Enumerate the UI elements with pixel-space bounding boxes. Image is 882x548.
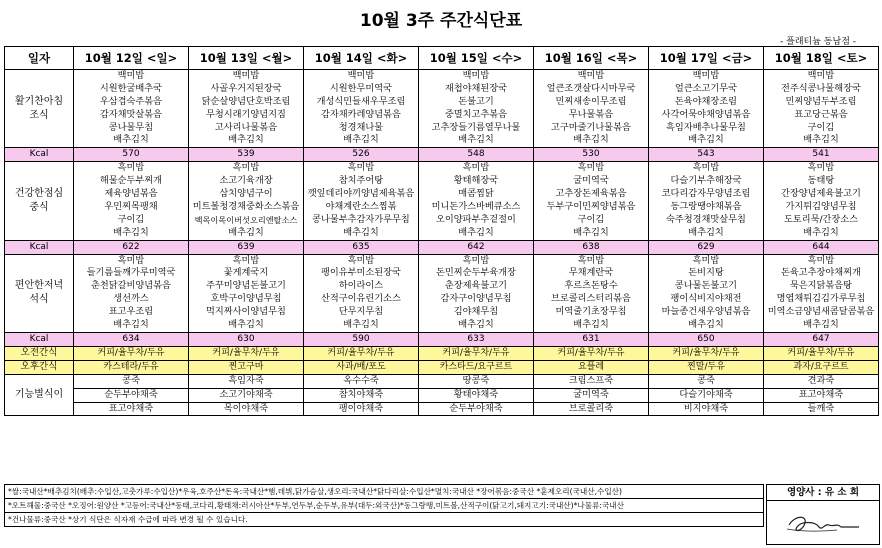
kcal-value: 543 xyxy=(649,148,764,162)
meal-label xyxy=(5,70,74,148)
menu-item: 주꾸미양념돈불고기 xyxy=(206,280,286,292)
menu-item: 배추김치 xyxy=(228,318,264,330)
meal-row xyxy=(5,162,879,240)
kcal-value: 570 xyxy=(74,148,189,162)
snack-item: 커피/율무차/두유 xyxy=(534,346,649,360)
branch-name: - 플래티늄 동남점 - xyxy=(780,37,856,47)
menu-item: 흑미밥 xyxy=(232,162,260,174)
meal-label-line: 석식 xyxy=(29,294,49,306)
kcal-row xyxy=(5,240,879,254)
menu-item: 꽃게계국지 xyxy=(223,267,269,279)
menu-item: 춘천닭갈비양념볶음 xyxy=(91,280,171,292)
kcal-value: 630 xyxy=(189,332,304,346)
menu-item: 흑미밥 xyxy=(577,162,605,174)
kcal-value: 634 xyxy=(74,332,189,346)
menu-item: 배추김치 xyxy=(458,226,494,238)
menu-item: 미역줄기초장무침 xyxy=(555,306,627,318)
menu-item: 브로콜리스터리볶음 xyxy=(551,293,631,305)
special-diet-row xyxy=(5,374,879,388)
menu-item: 동태탕 xyxy=(807,175,835,187)
snack-item: 카스타드/요구르트 xyxy=(419,360,534,374)
day-header: 10월 17일 <금> xyxy=(649,47,764,70)
menu-item: 사골우거지된장국 xyxy=(210,82,282,94)
menu-item: 미트볼청경채중화소스볶음 xyxy=(192,200,300,212)
special-diet-item: 굴미역죽 xyxy=(534,388,649,402)
special-diet-item: 콩죽 xyxy=(74,374,189,388)
meal-row xyxy=(5,254,879,332)
meal-cell xyxy=(764,254,879,332)
menu-item: 묵은지닭볶음탕 xyxy=(789,280,853,292)
menu-item: 삼치양념구이 xyxy=(219,188,273,200)
meal-label-line: 편안한저녁 xyxy=(14,280,64,292)
menu-item: 백미밥 xyxy=(347,70,375,81)
menu-item: 돈민찌순두부육개장 xyxy=(436,267,516,279)
special-diet-item: 참치야채죽 xyxy=(304,388,419,402)
special-diet-item: 땅콩죽 xyxy=(419,374,534,388)
meal-cell xyxy=(649,162,764,240)
menu-item: 흑미밥 xyxy=(577,254,605,266)
kcal-row xyxy=(5,332,879,346)
menu-item: 생선까스 xyxy=(113,293,149,305)
kcal-value: 629 xyxy=(649,240,764,254)
special-diet-item: 황태야채죽 xyxy=(419,388,534,402)
menu-item: 오이양파부추겉절이 xyxy=(436,213,516,225)
meal-cell xyxy=(419,254,534,332)
menu-item: 코다리감자무양념조림 xyxy=(661,188,751,200)
menu-item: 흑미밥 xyxy=(347,254,375,266)
special-diet-item: 팽이야채죽 xyxy=(304,402,419,416)
menu-item: 배추김치 xyxy=(113,226,149,238)
meal-cell xyxy=(534,162,649,240)
menu-item: 미역소금양념새콤달콤볶음 xyxy=(767,306,875,318)
menu-item: 미니돈가스바베큐소스 xyxy=(431,200,521,212)
weekly-menu-table xyxy=(4,46,879,416)
snack-item: 커피/율무차/두유 xyxy=(649,346,764,360)
menu-item: 배추김치 xyxy=(573,134,609,146)
kcal-value: 647 xyxy=(764,332,879,346)
menu-item: 배추김치 xyxy=(113,134,149,146)
menu-item: 호박구이양념무침 xyxy=(210,293,282,305)
menu-item: 팽이유부미소된장국 xyxy=(321,267,401,279)
kcal-value: 530 xyxy=(534,148,649,162)
menu-item: 배추김치 xyxy=(803,134,839,146)
snack-row xyxy=(5,346,879,360)
menu-item: 돈비지탕 xyxy=(688,267,724,279)
snack-item: 커피/율무차/두유 xyxy=(764,346,879,360)
menu-item: 배추김치 xyxy=(688,134,724,146)
menu-item: 소고기육개장 xyxy=(219,175,273,187)
special-diet-item: 목이야채죽 xyxy=(189,402,304,416)
meal-cell xyxy=(189,254,304,332)
special-diet-item: 표고야채죽 xyxy=(74,402,189,416)
menu-item: 백미밥 xyxy=(232,70,260,81)
kcal-value: 590 xyxy=(304,332,419,346)
menu-item: 구이김 xyxy=(117,213,145,225)
kcal-value: 633 xyxy=(419,332,534,346)
special-diet-item: 크림스프죽 xyxy=(534,374,649,388)
menu-item: 고사리나물볶음 xyxy=(214,121,278,133)
kcal-value: 635 xyxy=(304,240,419,254)
meal-cell xyxy=(419,70,534,148)
menu-item: 표고우조림 xyxy=(108,306,154,318)
menu-item: 후르츠돈탕수 xyxy=(564,280,618,292)
menu-item: 명엽채튀김김가루무침 xyxy=(776,293,866,305)
meal-cell xyxy=(189,70,304,148)
meal-cell xyxy=(74,254,189,332)
snack-item: 찐말/두유 xyxy=(649,360,764,374)
snack-item: 사과/배/포도 xyxy=(304,360,419,374)
meal-cell xyxy=(304,162,419,240)
meal-cell xyxy=(764,162,879,240)
menu-item: 배추김치 xyxy=(458,134,494,146)
menu-item: 배추김치 xyxy=(573,226,609,238)
menu-item: 흑미밥 xyxy=(462,254,490,266)
special-diet-row xyxy=(5,402,879,416)
menu-item: 백미밥 xyxy=(577,70,605,81)
menu-item: 배추김치 xyxy=(688,318,724,330)
menu-item: 배추김치 xyxy=(343,134,379,146)
meal-label-line: 중식 xyxy=(29,201,49,213)
menu-item: 구이김 xyxy=(577,213,605,225)
menu-item: 돈불고기 xyxy=(458,95,494,107)
special-diet-label: 기능별식이 xyxy=(5,374,74,416)
meal-label-line: 건강한점심 xyxy=(14,187,64,199)
meal-cell xyxy=(419,162,534,240)
menu-item: 마늘종건새우양념볶음 xyxy=(661,306,751,318)
menu-item: 배추김치 xyxy=(803,226,839,238)
date-header-label: 일자 xyxy=(5,47,74,70)
menu-item: 중멸치고추볶음 xyxy=(444,108,508,120)
kcal-row xyxy=(5,148,879,162)
menu-item: 백미밥 xyxy=(692,70,720,81)
menu-item: 간장양념제육불고기 xyxy=(781,188,861,200)
menu-item: 전주식콩나물해장국 xyxy=(781,82,861,94)
header-row xyxy=(5,47,879,70)
menu-item: 배추김치 xyxy=(803,318,839,330)
menu-item: 고구마줄기나물볶음 xyxy=(551,121,631,133)
kcal-value: 644 xyxy=(764,240,879,254)
meal-cell xyxy=(189,162,304,240)
menu-item: 콩나물부추감자가루무침 xyxy=(312,213,410,225)
menu-item: 야채계란소스찜볶 xyxy=(325,200,397,212)
origin-notes xyxy=(4,485,764,527)
menu-item: 구이김 xyxy=(807,121,835,133)
menu-item: 흑미밥 xyxy=(807,162,835,174)
kcal-value: 639 xyxy=(189,240,304,254)
menu-item: 춘장제육불고기 xyxy=(444,280,508,292)
menu-item: 배추김치 xyxy=(343,318,379,330)
menu-item: 백미밥 xyxy=(807,70,835,81)
special-diet-item: 콩죽 xyxy=(649,374,764,388)
meal-cell xyxy=(304,254,419,332)
nutritionist-name: 영양사 : 유 소 희 xyxy=(767,485,879,501)
menu-item: 숙주청경채맛살무침 xyxy=(666,213,746,225)
menu-item: 다슬기부추해장국 xyxy=(670,175,742,187)
meal-label-line: 활기찬아침 xyxy=(14,95,64,107)
menu-item: 백미밥 xyxy=(117,70,145,81)
special-diet-item: 순두부야채죽 xyxy=(74,388,189,402)
meal-cell xyxy=(764,70,879,148)
meal-label xyxy=(5,254,74,332)
meal-cell xyxy=(534,70,649,148)
signature-image xyxy=(767,501,879,544)
menu-item: 흑미밥 xyxy=(692,254,720,266)
menu-item: 흑미밥 xyxy=(347,162,375,174)
menu-item: 가지튀김양념무침 xyxy=(785,200,857,212)
menu-item: 김야채무침 xyxy=(453,306,499,318)
special-diet-item: 브로콜리죽 xyxy=(534,402,649,416)
menu-item: 콩나물무침 xyxy=(108,121,154,133)
menu-item: 고추장돈제육볶음 xyxy=(555,188,627,200)
day-header: 10월 12일 <일> xyxy=(74,47,189,70)
menu-item: 매콤찜닭 xyxy=(458,188,494,200)
kcal-value: 650 xyxy=(649,332,764,346)
menu-item: 흑미밥 xyxy=(232,254,260,266)
menu-item: 돈육야채장조림 xyxy=(674,95,738,107)
menu-item: 흑미밥 xyxy=(117,162,145,174)
menu-item: 표고당근볶음 xyxy=(794,108,848,120)
menu-item: 무채계란국 xyxy=(568,267,614,279)
meal-label xyxy=(5,162,74,240)
special-diet-row xyxy=(5,388,879,402)
menu-item: 흑미밥 xyxy=(117,254,145,266)
menu-item: 배추김치 xyxy=(113,318,149,330)
menu-item: 들기름들깨가루미역국 xyxy=(86,267,176,279)
kcal-value: 638 xyxy=(534,240,649,254)
origin-note: *건나물류:중국산 *상기 식단은 식자재 수급에 따라 변경 될 수 있습니다. xyxy=(4,512,764,527)
meal-cell xyxy=(649,254,764,332)
menu-item: 해물순두부찌개 xyxy=(99,175,163,187)
menu-item: 팽이식비지야채전 xyxy=(670,293,742,305)
special-diet-item: 옥수수죽 xyxy=(304,374,419,388)
menu-item: 우삼겹숙주볶음 xyxy=(99,95,163,107)
menu-item: 감자구이양념무침 xyxy=(440,293,512,305)
menu-item: 배추김치 xyxy=(458,318,494,330)
menu-item: 배추김치 xyxy=(228,134,264,146)
origin-note: *오트해물:중국산 *오징어:원양산 *고등어:국내산*동태,코다리,황태채:러시아산*두부,연두부,순두부,유부(대두:외국산)*동그랑땡,미트볼,산적구이(닭고기,돼지고기:국내산)*나물류:국내산 xyxy=(4,498,764,513)
menu-item: 콩나물돈불고기 xyxy=(674,280,738,292)
origin-note: *쌀:국내산*배추김치(배추:수입산,고춧가루:수입산)*우육,호주산*돈육:국내산*햄,데뷔,닭가슴살,생오리:국내산*닭다리살:수입산*멸치:국내산 *장어볶음:중국산 *훈제오리(국내산,수입산) xyxy=(4,484,764,499)
menu-item: 흑미밥 xyxy=(462,162,490,174)
menu-item: 배추김치 xyxy=(343,226,379,238)
kcal-value: 526 xyxy=(304,148,419,162)
menu-item: 재첩야채된장국 xyxy=(444,82,508,94)
menu-item: 먹지짜사이양념무침 xyxy=(206,306,286,318)
menu-item: 민찌양념두부조림 xyxy=(785,95,857,107)
meal-cell xyxy=(74,70,189,148)
menu-item: 단무지무침 xyxy=(338,306,384,318)
menu-item: 얼큰조갯살다시마무국 xyxy=(546,82,636,94)
day-header: 10월 14일 <화> xyxy=(304,47,419,70)
menu-item: 무청시래기양념지짐 xyxy=(206,108,286,120)
meal-label-line: 조식 xyxy=(29,109,49,121)
menu-item: 깻잎데리야끼양념제육볶음 xyxy=(307,188,415,200)
special-diet-item: 표고야채죽 xyxy=(764,388,879,402)
menu-item: 민찌새송이무조림 xyxy=(555,95,627,107)
menu-item: 두부구이민찌양념볶음 xyxy=(546,200,636,212)
menu-item: 흑미밥 xyxy=(692,162,720,174)
day-header: 10월 15일 <수> xyxy=(419,47,534,70)
kcal-value: 631 xyxy=(534,332,649,346)
menu-item: 황태해장국 xyxy=(453,175,499,187)
menu-item: 시원한굴배추국 xyxy=(99,82,163,94)
special-diet-item: 흑임자죽 xyxy=(189,374,304,388)
snack-label: 오후간식 xyxy=(5,360,74,374)
kcal-value: 541 xyxy=(764,148,879,162)
menu-item: 백목이목이버섯오리엔탈소스 xyxy=(194,214,298,225)
menu-item: 감자채맛살볶음 xyxy=(99,108,163,120)
menu-item: 참치주어탕 xyxy=(338,175,384,187)
snack-item: 커피/율무차/두유 xyxy=(74,346,189,360)
kcal-value: 622 xyxy=(74,240,189,254)
menu-item: 흑임자배추나물무침 xyxy=(666,121,746,133)
menu-item: 얼큰소고기무국 xyxy=(674,82,738,94)
menu-item: 흑미밥 xyxy=(807,254,835,266)
snack-item: 카스테라/두유 xyxy=(74,360,189,374)
snack-item: 커피/율무차/두유 xyxy=(189,346,304,360)
snack-item: 커피/율무차/두유 xyxy=(304,346,419,360)
menu-item: 돈육고추장야채찌개 xyxy=(781,267,861,279)
menu-item: 시원한무미역국 xyxy=(329,82,393,94)
menu-item: 배추김치 xyxy=(688,226,724,238)
special-diet-item: 비지야채죽 xyxy=(649,402,764,416)
menu-item: 고추장들기름열무나물 xyxy=(431,121,521,133)
meal-cell xyxy=(534,254,649,332)
kcal-label: Kcal xyxy=(5,332,74,346)
kcal-label: Kcal xyxy=(5,240,74,254)
snack-item: 찐고구마 xyxy=(189,360,304,374)
menu-item: 감자채카레양념볶음 xyxy=(321,108,401,120)
menu-item: 산적구이유린기소스 xyxy=(321,293,401,305)
snack-item: 커피/율무차/두유 xyxy=(419,346,534,360)
menu-item: 배추김치 xyxy=(573,318,609,330)
special-diet-item: 소고기야채죽 xyxy=(189,388,304,402)
menu-item: 개성식민들새우무조림 xyxy=(316,95,406,107)
menu-item: 우민찌목팽채 xyxy=(104,200,158,212)
kcal-value: 548 xyxy=(419,148,534,162)
kcal-value: 642 xyxy=(419,240,534,254)
snack-label: 오전간식 xyxy=(5,346,74,360)
snack-item: 요플레 xyxy=(534,360,649,374)
special-diet-item: 순두부야채죽 xyxy=(419,402,534,416)
menu-item: 도토리묵/간장소스 xyxy=(783,213,859,225)
menu-item: 제육양념볶음 xyxy=(104,188,158,200)
kcal-label: Kcal xyxy=(5,148,74,162)
menu-item: 동그랑땡야채볶음 xyxy=(670,200,742,212)
day-header: 10월 18일 <토> xyxy=(764,47,879,70)
meal-cell xyxy=(74,162,189,240)
nutritionist-box xyxy=(766,484,880,545)
special-diet-item: 들깨죽 xyxy=(764,402,879,416)
menu-item: 닭순살양념단호박조림 xyxy=(201,95,291,107)
menu-item: 무나물볶음 xyxy=(568,108,614,120)
day-header: 10월 13일 <월> xyxy=(189,47,304,70)
menu-item: 청경채나물 xyxy=(338,121,384,133)
day-header: 10월 16일 <목> xyxy=(534,47,649,70)
kcal-value: 539 xyxy=(189,148,304,162)
page-title: 10월 3주 주간식단표 xyxy=(359,11,523,31)
special-diet-item: 견과죽 xyxy=(764,374,879,388)
meal-cell xyxy=(304,70,419,148)
menu-item: 굴미역국 xyxy=(573,175,609,187)
menu-item: 하이라이스 xyxy=(338,280,384,292)
menu-item: 사각어묵야채양념볶음 xyxy=(661,108,751,120)
snack-row xyxy=(5,360,879,374)
special-diet-item: 다슬기야채죽 xyxy=(649,388,764,402)
meal-cell xyxy=(649,70,764,148)
menu-item: 배추김치 xyxy=(228,226,264,238)
snack-item: 과자/요구르트 xyxy=(764,360,879,374)
meal-row xyxy=(5,70,879,148)
menu-item: 백미밥 xyxy=(462,70,490,81)
